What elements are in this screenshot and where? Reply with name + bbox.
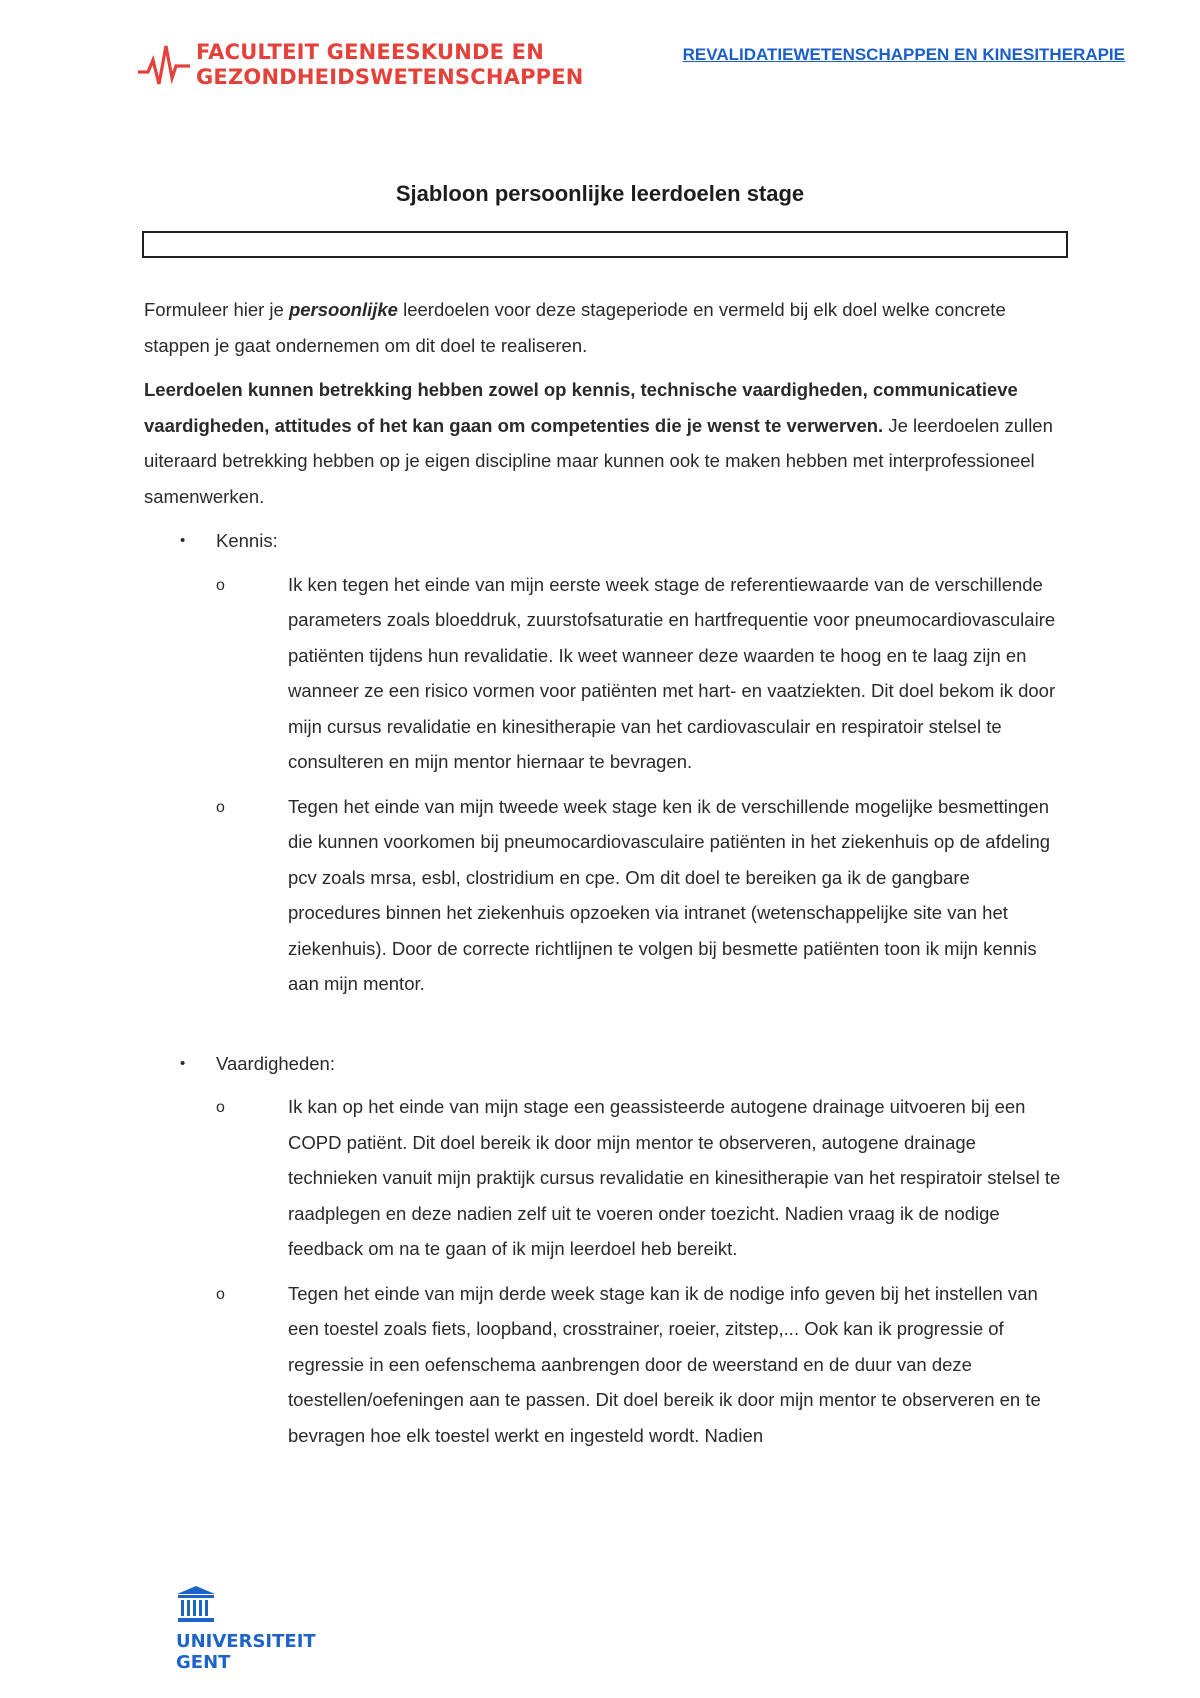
section-label: Kennis: [216,530,278,551]
university-building-icon [176,1585,216,1623]
goal-item: o Ik ken tegen het einde van mijn eerste week stage de referentiewaarde van de verschillende parameters zoals bloeddruk, zuurstofsaturatie en hartfrequentie voor pneumocardiovasculaire patiënten tijdens hun revalidatie. Ik weet wanneer deze waarden te hoog en te laag zijn en wanneer ze een risico vormen voor patiënten met hart- en vaatziekten. Dit doel bekom ik door mijn cursus revalidatie en kinesitherapie van het cardiovasculair en respiratoir stelsel te consulteren en mijn mentor hiernaar te bevragen. [216,567,1064,780]
sub-bullet-icon: o [216,1285,225,1303]
intro-paragraph: Formuleer hier je persoonlijke leerdoelen voor deze stageperiode en vermeld bij elk doel welke concrete stappen je gaat ondernemen om dit doel te realiseren. [144,299,1006,356]
sub-bullet-icon: o [216,798,225,816]
goal-item: o Tegen het einde van mijn derde week stage kan ik de nodige info geven bij het instellen van een toestel zoals fiets, loopband, crosstrainer, roeier, zitstep,... Ook kan ik progressie of regressie in een oefenschema aanbrengen door de weerstand en de duur van deze toestellen/oefeningen aan te passen. Dit doel bereik ik door mijn mentor te observeren en te bevragen hoe elk toestel werkt en ingesteld wordt. Nadien [216,1276,1064,1454]
spacer [144,1011,1064,1046]
document-title: Sjabloon persoonlijke leerdoelen stage [395,181,805,206]
faculty-name-line2: GEZONDHEIDSWETENSCHAPPEN [196,65,584,89]
heartbeat-icon [138,40,190,92]
department-link[interactable]: REVALIDATIEWETENSCHAPPEN EN KINESITHERAPIE [682,45,1125,64]
goal-section-knowledge [144,523,1064,1002]
sub-bullet-icon: o [216,1099,225,1116]
bullet-icon: • [180,1054,186,1072]
knowledge-goals [216,567,1064,1002]
goals-list [144,523,1064,1453]
guidance-paragraph: Leerdoelen kunnen betrekking hebben zowel op kennis, technische vaardigheden, communicatieve vaardigheden, attitudes of het kan gaan om competenties die je wenst te verwerven. Je leerdoelen zullen uiteraard betrekking hebben op je eigen discipline maar kunnen ook te maken hebben met interprofessioneel samenwerken. [144,379,1053,507]
goal-section-skills [144,1046,1064,1454]
faculty-logo [138,40,584,92]
university-name-line1: UNIVERSITEIT [176,1631,316,1652]
document-body [144,292,1064,1462]
emphasis-text: persoonlijke [288,299,398,320]
name-input-box[interactable] [142,231,1068,258]
university-name-line2: GENT [176,1652,231,1673]
bullet-icon: • [180,532,186,549]
goal-item: o Ik kan op het einde van mijn stage een geassisteerde autogene drainage uitvoeren bij een COPD patiënt. Dit doel bereik ik door mijn mentor te observeren, autogene drainage technieken vanuit mijn praktijk cursus revalidatie en kinesitherapie van het respiratoir stelsel te raadplegen en deze nadien zelf uit te voeren onder toezicht. Nadien vraag ik de nodige feedback om na te gaan of ik mijn leerdoel heb bereikt. [216,1089,1064,1267]
university-logo [176,1585,316,1673]
sub-bullet-icon: o [216,576,225,594]
goal-item: o Tegen het einde van mijn tweede week stage ken ik de verschillende mogelijke besmettingen die kunnen voorkomen bij pneumocardiovasculaire patiënten in het ziekenhuis op de afdeling pcv zoals mrsa, esbl, clostridium en cpe. Om dit doel te bereiken ga ik de gangbare procedures binnen het ziekenhuis opzoeken via intranet (wetenschappelijke site van het ziekenhuis). Door de correcte richtlijnen te volgen bij besmette patiënten toon ik mijn kennis aan mijn mentor. [216,789,1064,1002]
skills-goals [216,1089,1064,1453]
section-label: Vaardigheden: [216,1052,335,1074]
faculty-name-line1: FACULTEIT GENEESKUNDE EN [196,40,544,64]
